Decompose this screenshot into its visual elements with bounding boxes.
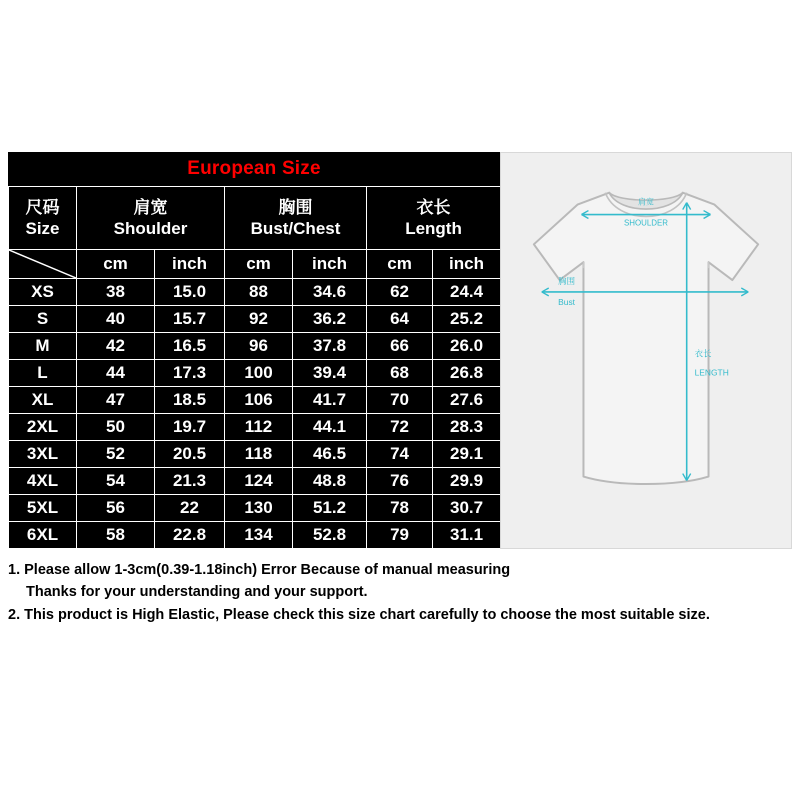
header-length xyxy=(367,187,501,250)
cell-shoulder-cm: 50 xyxy=(77,414,155,441)
table-row xyxy=(9,279,501,306)
cell-length-cm: 74 xyxy=(367,441,433,468)
cell-shoulder-cm: 42 xyxy=(77,333,155,360)
header-bust xyxy=(225,187,367,250)
header-bust-en: Bust/Chest xyxy=(250,219,341,238)
cell-size: S xyxy=(9,306,77,333)
table-row xyxy=(9,360,501,387)
cell-bust-inch: 36.2 xyxy=(293,306,367,333)
cell-shoulder-inch: 18.5 xyxy=(155,387,225,414)
cell-size: 6XL xyxy=(9,522,77,549)
header-shoulder xyxy=(77,187,225,250)
cell-shoulder-cm: 56 xyxy=(77,495,155,522)
table-row xyxy=(9,441,501,468)
diagonal-cell xyxy=(9,250,77,279)
cell-shoulder-inch: 22 xyxy=(155,495,225,522)
cell-length-cm: 64 xyxy=(367,306,433,333)
cell-shoulder-cm: 40 xyxy=(77,306,155,333)
header-length-en: Length xyxy=(405,219,462,238)
cell-bust-inch: 41.7 xyxy=(293,387,367,414)
cell-shoulder-inch: 15.0 xyxy=(155,279,225,306)
cell-bust-cm: 100 xyxy=(225,360,293,387)
cell-shoulder-cm: 54 xyxy=(77,468,155,495)
cell-length-inch: 26.8 xyxy=(433,360,501,387)
cell-bust-inch: 34.6 xyxy=(293,279,367,306)
table-row xyxy=(9,387,501,414)
note-line-2: Thanks for your understanding and your support. xyxy=(26,584,368,601)
cell-size: 4XL xyxy=(9,468,77,495)
cell-size: M xyxy=(9,333,77,360)
unit-length-inch: inch xyxy=(433,250,501,279)
cell-bust-inch: 51.2 xyxy=(293,495,367,522)
table-header-row xyxy=(9,187,501,250)
cell-bust-inch: 39.4 xyxy=(293,360,367,387)
diagram-length-cn-label: 衣长 xyxy=(694,348,712,359)
note-line-1: 1. Please allow 1-3cm(0.39-1.18inch) Error Because of manual measuring xyxy=(8,562,511,578)
cell-bust-inch: 46.5 xyxy=(293,441,367,468)
header-size-cn: 尺码 xyxy=(25,197,60,217)
tshirt-measure-illustration-icon xyxy=(501,153,791,548)
diagram-bust-en-label: Bust xyxy=(558,296,576,307)
cell-bust-cm: 96 xyxy=(225,333,293,360)
cell-length-inch: 30.7 xyxy=(433,495,501,522)
cell-shoulder-cm: 52 xyxy=(77,441,155,468)
cell-shoulder-cm: 47 xyxy=(77,387,155,414)
cell-bust-inch: 37.8 xyxy=(293,333,367,360)
cell-size: L xyxy=(9,360,77,387)
cell-bust-cm: 130 xyxy=(225,495,293,522)
chart-title: European Size xyxy=(8,152,500,186)
cell-bust-cm: 118 xyxy=(225,441,293,468)
chart-top-row xyxy=(8,152,792,549)
cell-length-inch: 31.1 xyxy=(433,522,501,549)
notes-block xyxy=(8,559,792,626)
note-line-3: 2. This product is High Elastic, Please check this size chart carefully to choose the most suitable size. xyxy=(8,606,710,623)
cell-length-cm: 70 xyxy=(367,387,433,414)
size-table xyxy=(8,186,501,549)
cell-length-inch: 27.6 xyxy=(433,387,501,414)
cell-size: XL xyxy=(9,387,77,414)
unit-length-cm: cm xyxy=(367,250,433,279)
header-length-cn: 衣长 xyxy=(416,197,451,217)
cell-bust-cm: 92 xyxy=(225,306,293,333)
header-size xyxy=(9,187,77,250)
cell-length-inch: 29.1 xyxy=(433,441,501,468)
cell-bust-inch: 52.8 xyxy=(293,522,367,549)
cell-length-cm: 68 xyxy=(367,360,433,387)
cell-shoulder-cm: 44 xyxy=(77,360,155,387)
cell-size: 2XL xyxy=(9,414,77,441)
cell-length-inch: 29.9 xyxy=(433,468,501,495)
size-chart-container xyxy=(8,152,792,626)
diagram-shoulder-cn-label: 肩宽 xyxy=(638,197,654,207)
table-unit-row xyxy=(9,250,501,279)
cell-bust-inch: 48.8 xyxy=(293,468,367,495)
diagonal-line-icon xyxy=(9,250,76,278)
cell-bust-cm: 124 xyxy=(225,468,293,495)
cell-size: 3XL xyxy=(9,441,77,468)
header-bust-cn: 胸围 xyxy=(278,197,313,217)
cell-bust-cm: 106 xyxy=(225,387,293,414)
diagram-shoulder-en-label: SHOULDER xyxy=(623,218,669,228)
table-row xyxy=(9,333,501,360)
cell-length-cm: 79 xyxy=(367,522,433,549)
cell-size: XS xyxy=(9,279,77,306)
tshirt-diagram xyxy=(500,152,792,549)
diagram-length-en-label: LENGTH xyxy=(694,367,729,378)
table-row xyxy=(9,522,501,549)
table-row xyxy=(9,414,501,441)
cell-length-cm: 62 xyxy=(367,279,433,306)
cell-length-inch: 24.4 xyxy=(433,279,501,306)
table-row xyxy=(9,306,501,333)
cell-length-cm: 66 xyxy=(367,333,433,360)
size-table-block xyxy=(8,152,500,549)
cell-bust-cm: 88 xyxy=(225,279,293,306)
cell-length-inch: 25.2 xyxy=(433,306,501,333)
unit-bust-cm: cm xyxy=(225,250,293,279)
cell-length-inch: 26.0 xyxy=(433,333,501,360)
header-size-en: Size xyxy=(25,219,60,238)
unit-shoulder-inch: inch xyxy=(155,250,225,279)
cell-shoulder-inch: 17.3 xyxy=(155,360,225,387)
cell-size: 5XL xyxy=(9,495,77,522)
cell-shoulder-inch: 20.5 xyxy=(155,441,225,468)
cell-shoulder-inch: 19.7 xyxy=(155,414,225,441)
header-shoulder-en: Shoulder xyxy=(113,219,188,238)
cell-length-cm: 72 xyxy=(367,414,433,441)
table-row xyxy=(9,495,501,522)
cell-shoulder-inch: 15.7 xyxy=(155,306,225,333)
cell-length-cm: 76 xyxy=(367,468,433,495)
cell-length-cm: 78 xyxy=(367,495,433,522)
unit-bust-inch: inch xyxy=(293,250,367,279)
cell-shoulder-inch: 16.5 xyxy=(155,333,225,360)
cell-shoulder-cm: 58 xyxy=(77,522,155,549)
cell-shoulder-inch: 22.8 xyxy=(155,522,225,549)
unit-shoulder-cm: cm xyxy=(77,250,155,279)
cell-shoulder-inch: 21.3 xyxy=(155,468,225,495)
cell-bust-cm: 134 xyxy=(225,522,293,549)
cell-bust-cm: 112 xyxy=(225,414,293,441)
cell-length-inch: 28.3 xyxy=(433,414,501,441)
diagram-bust-cn-label: 胸围 xyxy=(558,276,576,287)
header-shoulder-cn: 肩宽 xyxy=(133,197,168,217)
table-row xyxy=(9,468,501,495)
cell-bust-inch: 44.1 xyxy=(293,414,367,441)
cell-shoulder-cm: 38 xyxy=(77,279,155,306)
